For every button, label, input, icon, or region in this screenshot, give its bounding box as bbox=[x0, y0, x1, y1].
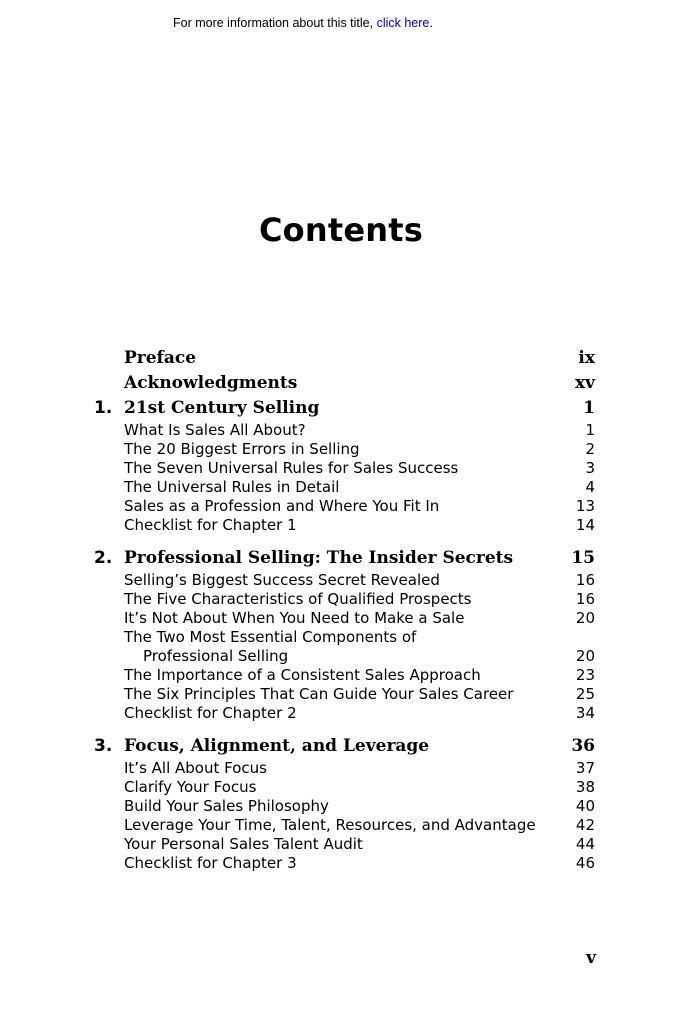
section-title: Checklist for Chapter 1 bbox=[124, 516, 297, 534]
chapter-number: 1. bbox=[94, 398, 113, 418]
chapter-page: 1 bbox=[583, 398, 595, 418]
section-page: 13 bbox=[575, 497, 595, 515]
chapter-title: Focus, Alignment, and Leverage bbox=[124, 736, 430, 756]
toc-entry-preface[interactable] bbox=[0, 346, 682, 371]
toc-section[interactable] bbox=[0, 516, 682, 535]
toc-chapter-2[interactable] bbox=[0, 546, 682, 571]
section-title: Professional Selling bbox=[143, 647, 289, 665]
section-page: 42 bbox=[575, 816, 595, 834]
section-title: Checklist for Chapter 3 bbox=[124, 854, 297, 872]
section-page: 44 bbox=[575, 835, 595, 853]
section-page: 37 bbox=[575, 759, 595, 777]
section-title: The Universal Rules in Detail bbox=[124, 478, 340, 496]
toc-section[interactable] bbox=[0, 797, 682, 816]
section-page: 38 bbox=[575, 778, 595, 796]
title-info-line bbox=[173, 16, 433, 30]
section-title: Build Your Sales Philosophy bbox=[124, 797, 329, 815]
section-page: 2 bbox=[585, 440, 595, 458]
section-title: The Importance of a Consistent Sales Approach bbox=[124, 666, 481, 684]
toc-chapter-1[interactable] bbox=[0, 396, 682, 421]
section-page: 20 bbox=[575, 609, 595, 627]
section-title: Sales as a Profession and Where You Fit In bbox=[124, 497, 440, 515]
toc-section[interactable] bbox=[0, 421, 682, 440]
section-title: Selling’s Biggest Success Secret Revealed bbox=[124, 571, 440, 589]
toc-section[interactable] bbox=[0, 704, 682, 723]
section-page: 34 bbox=[575, 704, 595, 722]
section-page: 46 bbox=[575, 854, 595, 872]
toc-chapter-3[interactable] bbox=[0, 734, 682, 759]
toc-entry-page: xv bbox=[574, 373, 595, 393]
toc-section[interactable] bbox=[0, 571, 682, 590]
toc-section[interactable] bbox=[0, 759, 682, 778]
toc-section[interactable] bbox=[0, 628, 682, 647]
chapter-number: 2. bbox=[94, 548, 113, 568]
toc-entry-title: Acknowledgments bbox=[124, 373, 298, 393]
section-title: It’s All About Focus bbox=[124, 759, 267, 777]
section-title: The Seven Universal Rules for Sales Success bbox=[124, 459, 459, 477]
section-page: 40 bbox=[575, 797, 595, 815]
toc-section[interactable] bbox=[0, 816, 682, 835]
toc-section[interactable] bbox=[0, 685, 682, 704]
page-number: v bbox=[586, 948, 596, 968]
section-title: Checklist for Chapter 2 bbox=[124, 704, 297, 722]
toc-section[interactable] bbox=[0, 835, 682, 854]
toc-section-continued[interactable] bbox=[0, 647, 682, 666]
toc-entry-acknowledgments[interactable] bbox=[0, 371, 682, 396]
section-page: 3 bbox=[585, 459, 595, 477]
toc-section[interactable] bbox=[0, 609, 682, 628]
section-title: Leverage Your Time, Talent, Resources, and Advantage bbox=[124, 816, 536, 834]
section-title: The 20 Biggest Errors in Selling bbox=[124, 440, 360, 458]
toc-entry-page: ix bbox=[578, 348, 595, 368]
toc-section[interactable] bbox=[0, 440, 682, 459]
section-page: 1 bbox=[585, 421, 595, 439]
toc-entry-title: Preface bbox=[124, 348, 197, 368]
page-title: Contents bbox=[259, 211, 423, 249]
section-page: 14 bbox=[575, 516, 595, 534]
toc-section[interactable] bbox=[0, 459, 682, 478]
section-page: 16 bbox=[575, 571, 595, 589]
toc-section[interactable] bbox=[0, 478, 682, 497]
section-page: 25 bbox=[575, 685, 595, 703]
chapter-title: Professional Selling: The Insider Secrets bbox=[124, 548, 514, 568]
table-of-contents bbox=[0, 346, 682, 873]
toc-section[interactable] bbox=[0, 854, 682, 873]
section-page: 20 bbox=[575, 647, 595, 665]
section-title: Clarify Your Focus bbox=[124, 778, 257, 796]
section-title: The Six Principles That Can Guide Your Sales Career bbox=[124, 685, 514, 703]
section-page: 16 bbox=[575, 590, 595, 608]
chapter-page: 36 bbox=[571, 736, 595, 756]
section-title: The Two Most Essential Components of bbox=[124, 628, 417, 646]
info-trailing-period: . bbox=[429, 16, 433, 30]
section-page: 4 bbox=[585, 478, 595, 496]
section-title: It’s Not About When You Need to Make a Sale bbox=[124, 609, 465, 627]
toc-section[interactable] bbox=[0, 590, 682, 609]
toc-section[interactable] bbox=[0, 778, 682, 797]
chapter-page: 15 bbox=[571, 548, 595, 568]
section-title: Your Personal Sales Talent Audit bbox=[124, 835, 363, 853]
click-here-link[interactable]: click here bbox=[376, 16, 430, 30]
info-text: For more information about this title, bbox=[173, 16, 377, 30]
chapter-number: 3. bbox=[94, 736, 113, 756]
toc-section[interactable] bbox=[0, 666, 682, 685]
chapter-title: 21st Century Selling bbox=[124, 398, 320, 418]
section-title: The Five Characteristics of Qualified Prospects bbox=[124, 590, 472, 608]
toc-section[interactable] bbox=[0, 497, 682, 516]
section-page: 23 bbox=[575, 666, 595, 684]
section-title: What Is Sales All About? bbox=[124, 421, 306, 439]
